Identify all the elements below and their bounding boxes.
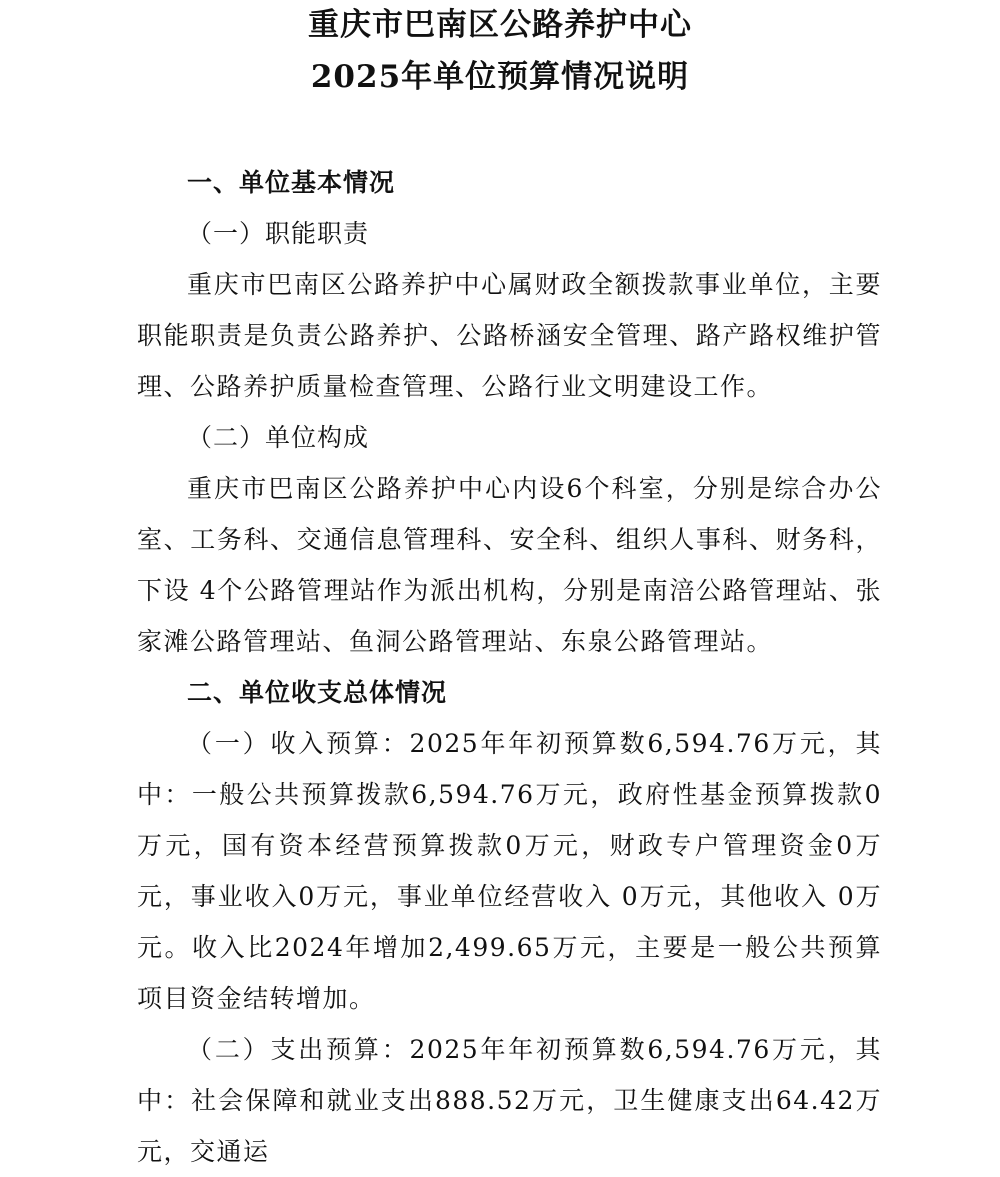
subsection-heading-composition: （二）单位构成	[187, 423, 370, 452]
subsection-heading-functions: （一）职能职责	[187, 219, 370, 248]
paragraph-expense-budget	[137, 1024, 882, 1177]
paragraph-income-budget	[137, 718, 882, 1024]
expense-budget-label: （二）支出预算：	[187, 1035, 410, 1064]
expense-budget-text: 2025年年初预算数6,594.76万元，其中：社会保障和就业支出888.52万元，卫生健康支出64.42万元，交通运	[137, 1035, 882, 1166]
section-heading-budget-overview: 二、单位收支总体情况	[187, 678, 448, 707]
document-title-line2: 2025年单位预算情况说明	[310, 59, 690, 95]
section-heading-basic-info: 一、单位基本情况	[187, 168, 396, 197]
income-budget-label: （一）收入预算：	[187, 729, 410, 758]
paragraph-functions: 重庆市巴南区公路养护中心属财政全额拨款事业单位，主要职能职责是负责公路养护、公路桥涵安全管理、路产路权维护管理、公路养护质量检查管理、公路行业文明建设工作。	[137, 270, 882, 401]
document-body	[137, 157, 882, 1177]
paragraph-composition: 重庆市巴南区公路养护中心内设6个科室，分别是综合办公室、工务科、交通信息管理科、安全科、组织人事科、财务科，下设 4个公路管理站作为派出机构，分别是南涪公路管理站、张家滩公路管理站、鱼洞公路管理站、东泉公路管理站。	[137, 474, 882, 656]
income-budget-text: 2025年年初预算数6,594.76万元，其中：一般公共预算拨款6,594.76万元，政府性基金预算拨款0万元，国有资本经营预算拨款0万元，财政专户管理资金0万元，事业收入0万元，事业单位经营收入 0万元，其他收入 0万元。收入比2024年增加2,499.65万元，主要是一般公共预算项目资金结转增加。	[137, 729, 882, 1013]
document-title-line1: 重庆市巴南区公路养护中心	[308, 7, 692, 43]
